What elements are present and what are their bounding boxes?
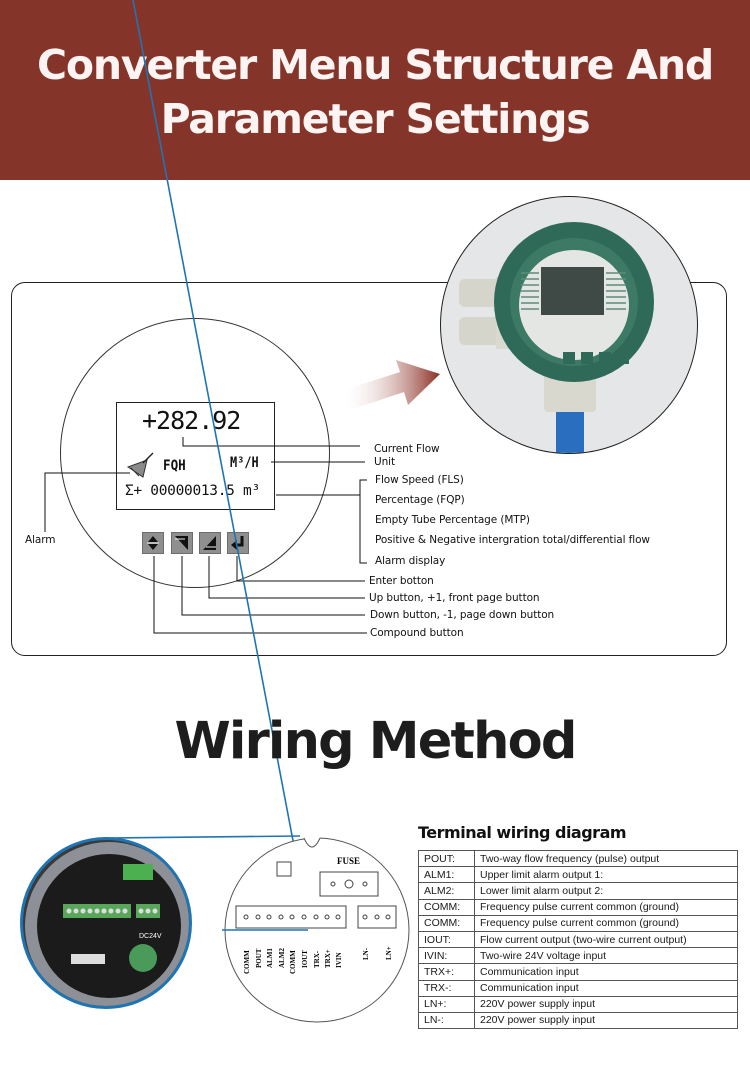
svg-text:ALM2: ALM2 [278,948,286,968]
terminal-block-photo [20,837,192,1009]
flowmeter-photo [440,196,698,454]
svg-text:TRX+: TRX+ [324,949,332,968]
svg-text:COMM: COMM [243,950,251,974]
compound-key[interactable] [142,532,164,554]
table-row: ALM1: Upper limit alarm output 1: [419,867,738,883]
svg-text:LN-: LN- [362,947,370,960]
svg-text:COMM: COMM [289,950,297,974]
down-button-label: Down button, -1, page down button [370,609,555,621]
table-row: COMM: Frequency pulse current common (ground) [419,899,738,915]
down-key[interactable] [171,532,193,554]
svg-text:IOUT: IOUT [301,950,309,968]
svg-text:IVIN: IVIN [335,952,343,968]
lcd-display [116,402,275,510]
current-flow-label: Current Flow [374,443,440,455]
table-row: TRX+: Communication input [419,964,738,980]
alarm-label: Alarm [25,534,56,546]
table-row: TRX-: Communication input [419,980,738,996]
alarm-speaker-icon [125,451,155,481]
up-down-arrows-icon [143,533,163,553]
table-row: COMM: Frequency pulse current common (ground) [419,915,738,931]
svg-text:POUT: POUT [255,948,263,968]
status-item-empty-tube: Empty Tube Percentage (MTP) [375,514,530,526]
up-key[interactable] [199,532,221,554]
table-row: POUT: Two-way flow frequency (pulse) output [419,851,738,867]
svg-text:DC24V: DC24V [139,933,162,940]
table-row: IOUT: Flow current output (two-wire current output) [419,931,738,947]
svg-text:TRX-: TRX- [313,950,321,968]
lcd-total: Σ+ 00000013.5 m³ [125,483,260,499]
enter-arrow-icon [228,533,248,553]
pcb-terminal-diagram [222,832,412,1024]
flowmeter-illustration [441,197,698,454]
svg-text:ALM1: ALM1 [266,948,274,968]
title-line-1: Converter Menu Structure And [37,41,713,89]
status-item-percentage: Percentage (FQP) [375,494,465,506]
unit-label: Unit [374,456,395,468]
wiring-method-title: Wiring Method [174,712,576,771]
header-banner [0,0,750,180]
terminal-photo-illustration [23,840,192,1009]
svg-text:LN+: LN+ [385,946,393,960]
enter-button-label: Enter botton [369,575,434,587]
down-wedge-icon [172,533,192,553]
up-button-label: Up button, +1, front page button [369,592,540,604]
status-item-flow-speed: Flow Speed (FLS) [375,474,464,486]
terminal-wiring-table [418,850,738,1029]
lcd-mode: FQH [163,458,186,474]
status-item-alarm-display: Alarm display [375,555,446,567]
table-row: LN+: 220V power supply input [419,996,738,1012]
up-wedge-icon [200,533,220,553]
terminal-table-title: Terminal wiring diagram [418,823,627,842]
table-row: ALM2: Lower limit alarm output 2: [419,883,738,899]
svg-text:FUSE: FUSE [337,856,361,866]
lcd-unit: M³/H [230,455,259,471]
page-title [0,38,750,146]
lcd-flow-value: +282.92 [142,406,241,435]
title-line-2: Parameter Settings [160,95,590,143]
status-item-integration: Positive & Negative intergration total/differential flow [375,534,650,546]
table-row: IVIN: Two-wire 24V voltage input [419,948,738,964]
table-row: LN-: 220V power supply input [419,1012,738,1028]
compound-button-label: Compound button [370,627,464,639]
enter-key[interactable] [227,532,249,554]
